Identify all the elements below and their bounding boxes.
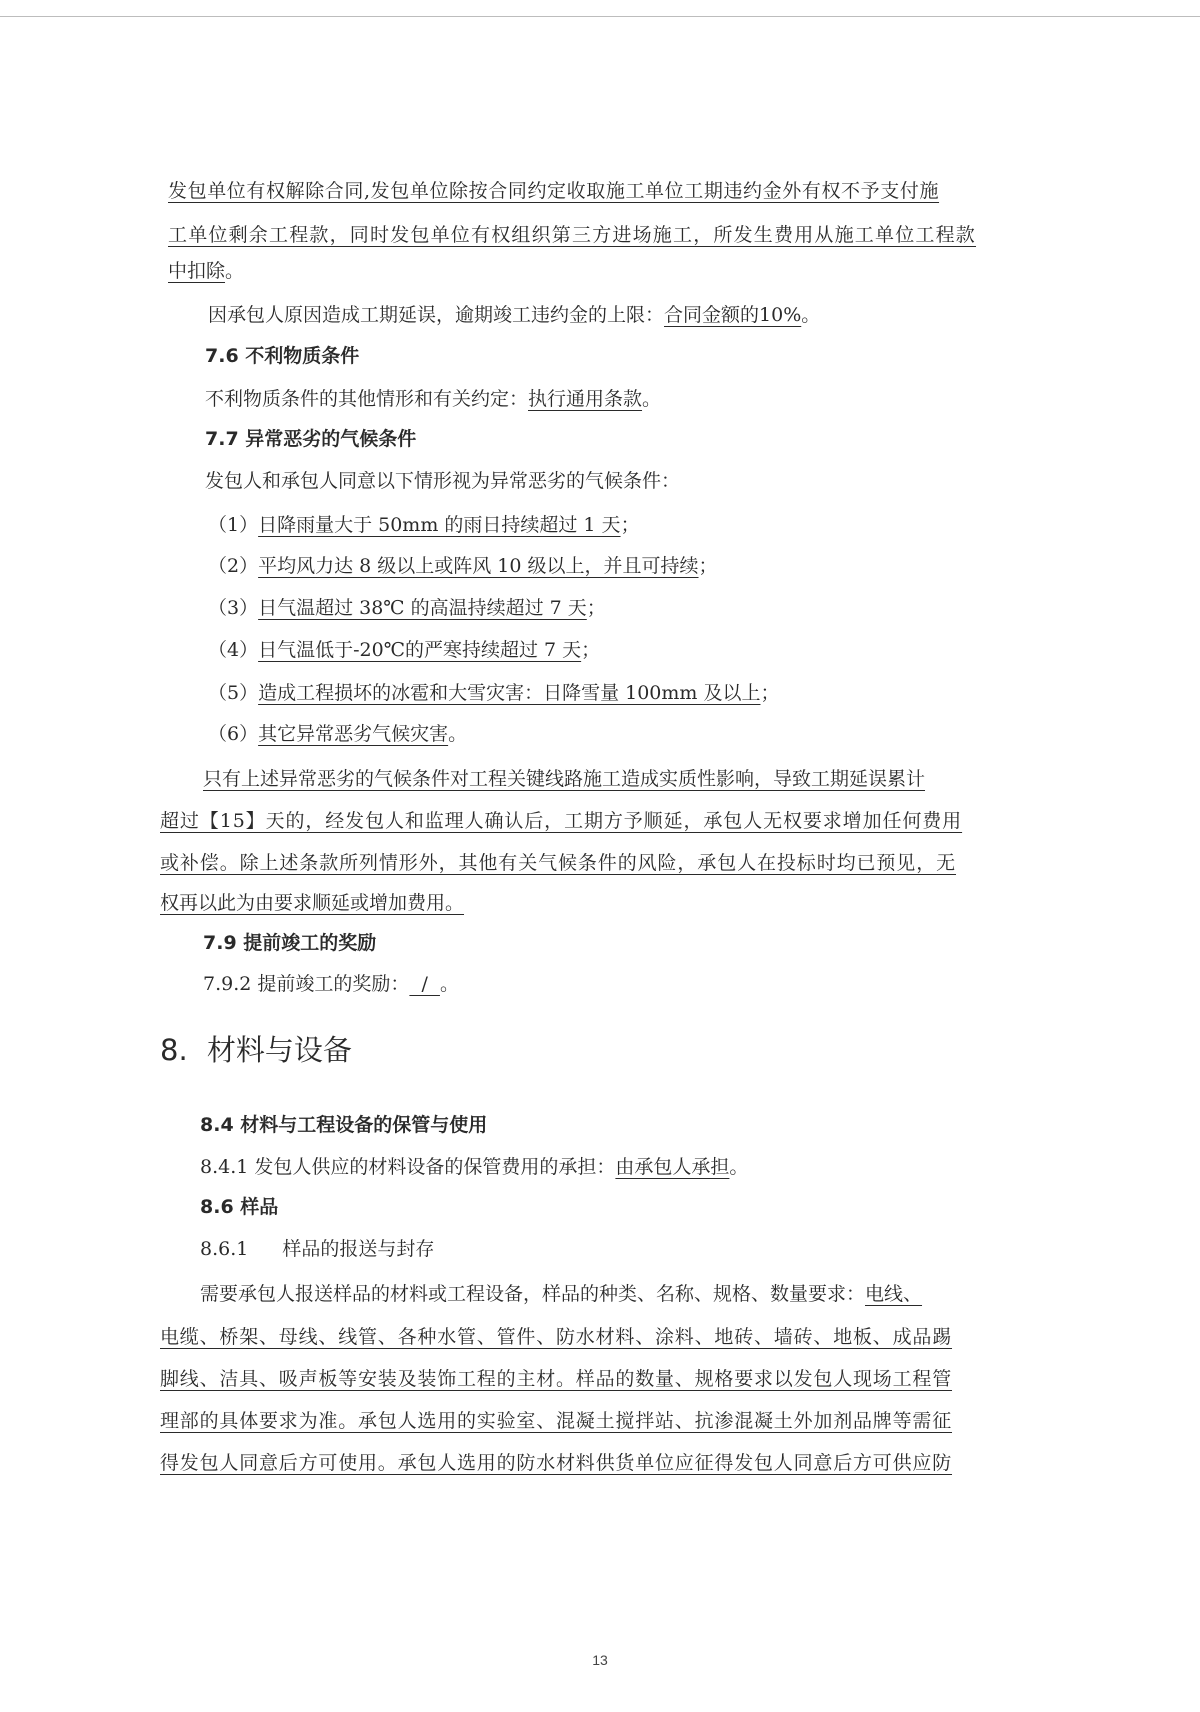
section-7-7-heading: 7.7 异常恶劣的气候条件	[205, 428, 417, 450]
weather-item-text: 日降雨量大于 50mm 的雨日持续超过 1 天	[258, 514, 621, 536]
weather-item-text: 平均风力达 8 级以上或阵风 10 级以上，并且可持续	[258, 555, 699, 577]
weather-note-line-4: 权再以此为由要求顺延或增加费用。	[160, 892, 465, 914]
weather-item	[208, 721, 467, 747]
weather-item-number: （2）	[208, 555, 259, 577]
weather-item	[208, 637, 600, 663]
sample-line-3: 脚线、洁具、吸声板等安装及装饰工程的主材。样品的数量、规格要求以发包人现场工程管	[160, 1368, 953, 1390]
weather-item-number: （6）	[208, 723, 259, 745]
weather-item	[208, 680, 780, 706]
weather-item	[208, 512, 640, 538]
weather-item-end: ；	[698, 555, 718, 577]
weather-item-text: 日气温低于-20℃的严寒持续超过 7 天	[258, 639, 582, 661]
section-8-6-heading: 8.6 样品	[200, 1196, 279, 1218]
section-7-7-intro: 发包人和承包人同意以下情形视为异常恶劣的气候条件：	[205, 470, 681, 492]
weather-item-text: 日气温超过 38℃ 的高温持续超过 7 天	[258, 597, 587, 619]
sample-lead-line	[200, 1281, 922, 1307]
delay-cap-line	[208, 302, 820, 328]
section-7-9-label: 7.9.2 提前竣工的奖励：	[203, 973, 410, 995]
section-8-4-value: 由承包人承担	[615, 1156, 730, 1178]
weather-item-text: 造成工程损坏的冰雹和大雪灾害：日降雪量 100mm 及以上	[258, 682, 761, 704]
section-8-6-1-line	[200, 1236, 434, 1262]
delay-cap-value: 合同金额的10%	[664, 304, 802, 326]
section-8-4-heading: 8.4 材料与工程设备的保管与使用	[200, 1114, 488, 1136]
section-8-4-line	[200, 1154, 748, 1180]
weather-item	[208, 595, 606, 621]
weather-item-number: （1）	[208, 514, 259, 536]
weather-item-end: 。	[448, 723, 468, 745]
sample-line-4: 理部的具体要求为准。承包人选用的实验室、混凝土搅拌站、抗渗混凝土外加剂品牌等需征	[160, 1410, 953, 1432]
chapter-8-heading	[160, 1032, 352, 1068]
intro-line-3-text: 中扣除	[168, 260, 226, 282]
intro-line-3-end: 。	[225, 260, 245, 282]
sample-lead-value: 电线、	[865, 1283, 923, 1305]
section-8-6-1-title: 样品的报送与封存	[282, 1238, 435, 1260]
weather-note-line-2: 超过【15】天的，经发包人和监理人确认后，工期方予顺延，承包人无权要求增加任何费用	[160, 810, 963, 832]
section-7-6-value: 执行通用条款	[528, 388, 643, 410]
intro-line-1: 发包单位有权解除合同,发包单位除按合同约定收取施工单位工期违约金外有权不予支付施	[168, 180, 940, 202]
weather-item-number: （5）	[208, 682, 259, 704]
page-number: 13	[592, 1652, 608, 1668]
sample-line-5: 得发包人同意后方可使用。承包人选用的防水材料供货单位应征得发包人同意后方可供应防	[160, 1452, 953, 1474]
section-7-9-end: 。	[439, 973, 459, 995]
section-8-4-end: 。	[729, 1156, 749, 1178]
section-7-9-line	[203, 971, 459, 997]
top-rule	[0, 16, 1200, 17]
section-7-6-end: 。	[642, 388, 662, 410]
delay-cap-label: 因承包人原因造成工期延误，逾期竣工违约金的上限：	[208, 304, 665, 326]
section-7-6-heading: 7.6 不利物质条件	[205, 345, 360, 367]
sample-lead-text: 需要承包人报送样品的材料或工程设备，样品的种类、名称、规格、数量要求：	[200, 1283, 866, 1305]
sample-line-2: 电缆、桥架、母线、线管、各种水管、管件、防水材料、涂料、地砖、墙砖、地板、成品踢	[160, 1326, 953, 1348]
chapter-8-title: 材料与设备	[206, 1033, 352, 1067]
section-8-6-1-number: 8.6.1	[200, 1238, 249, 1260]
weather-item-end: ；	[586, 597, 606, 619]
section-7-9-heading: 7.9 提前竣工的奖励	[203, 932, 377, 954]
weather-item-number: （3）	[208, 597, 259, 619]
chapter-8-number: 8.	[160, 1033, 188, 1067]
weather-item-end: ；	[760, 682, 780, 704]
section-8-4-label: 8.4.1 发包人供应的材料设备的保管费用的承担：	[200, 1156, 616, 1178]
section-7-9-value: /	[409, 973, 440, 995]
intro-line-2: 工单位剩余工程款，同时发包单位有权组织第三方进场施工，所发生费用从施工单位工程款	[168, 224, 977, 246]
section-7-6-label: 不利物质条件的其他情形和有关约定：	[205, 388, 529, 410]
weather-item-end: ；	[581, 639, 601, 661]
weather-item-number: （4）	[208, 639, 259, 661]
weather-note-line-3: 或补偿。除上述条款所列情形外，其他有关气候条件的风险，承包人在投标时均已预见，无	[160, 852, 957, 874]
weather-item-end: ；	[620, 514, 640, 536]
intro-line-3	[168, 258, 244, 284]
weather-item	[208, 553, 718, 579]
section-7-6-line	[205, 386, 661, 412]
weather-item-text: 其它异常恶劣气候灾害	[258, 723, 449, 745]
weather-note-line-1: 只有上述异常恶劣的气候条件对工程关键线路施工造成实质性影响，导致工期延误累计	[203, 768, 926, 790]
delay-cap-end: 。	[801, 304, 821, 326]
